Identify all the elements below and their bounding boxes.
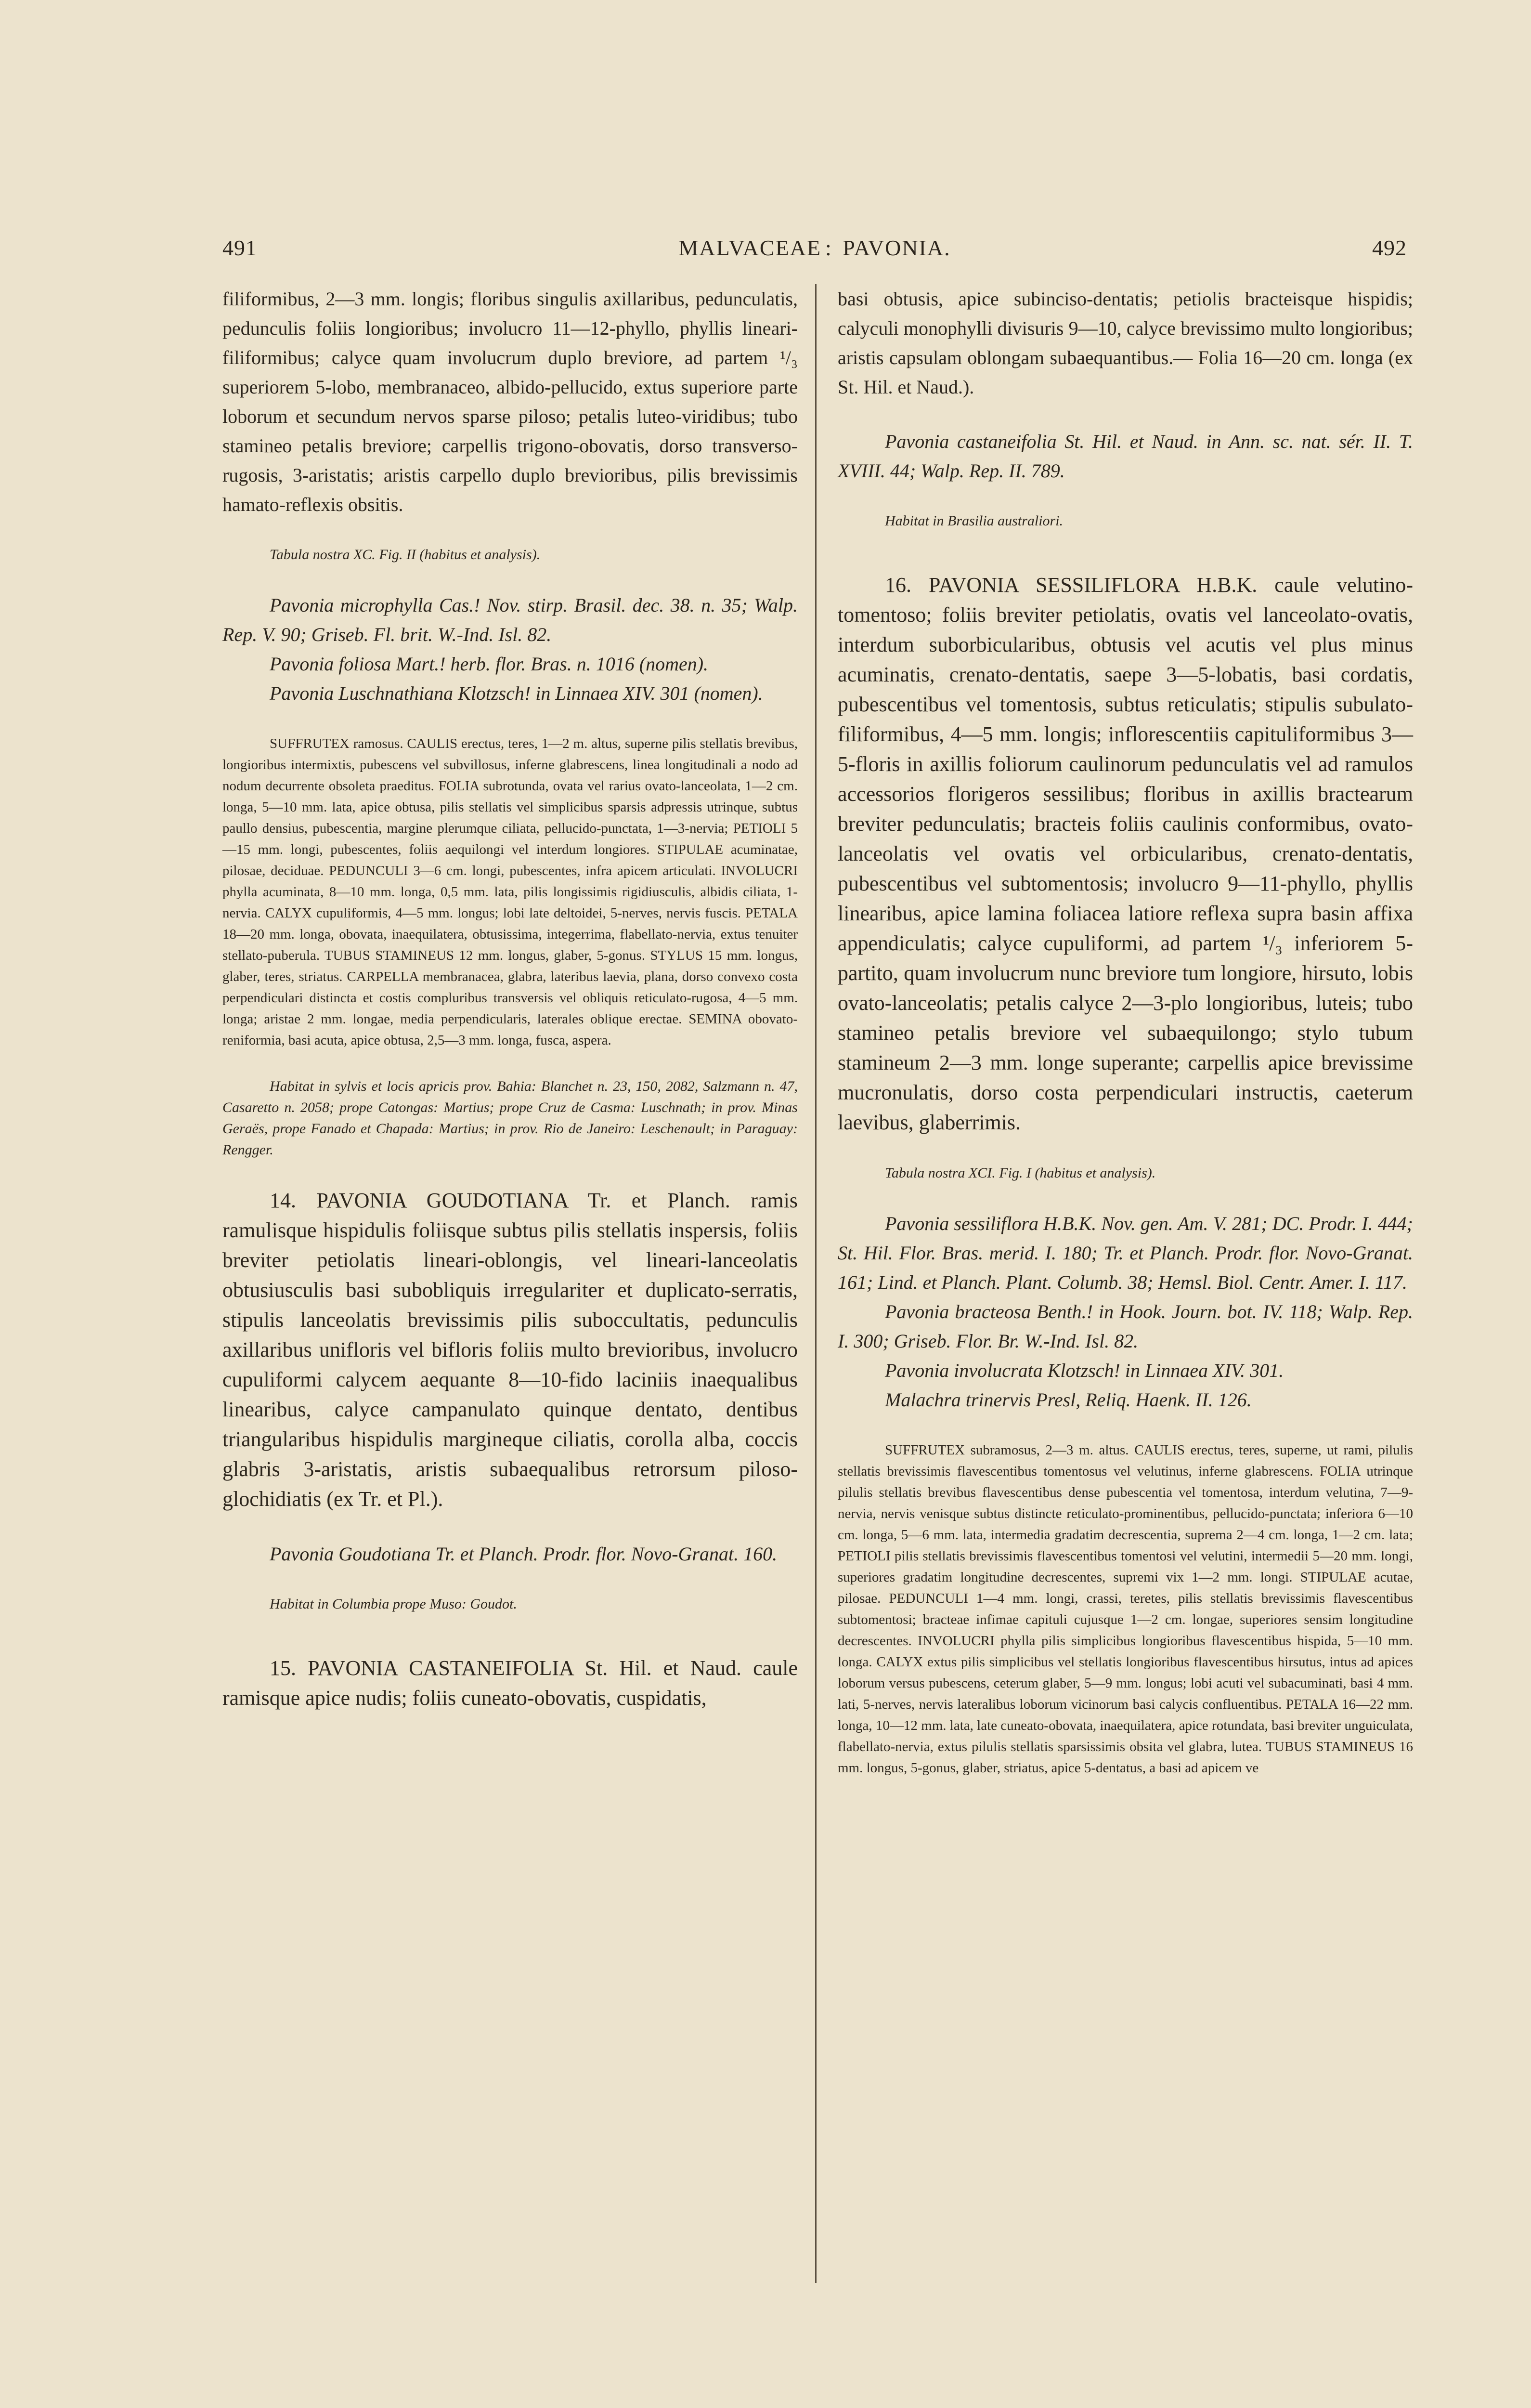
paragraph-r5: Tabula nostra XCI. Fig. I (habitus et analysis).: [885, 1165, 1156, 1181]
paragraph-r4: 16. PAVONIA SESSILIFLORA H.B.K. caule velutino-tomentoso; foliis breviter petiolatis, ovatis vel lanceolato-ovatis, interdum suborbicularibus, obtusis vel acutis vel plus minus acuminatis, crenato-dentatis, saepe 3—5-lobatis, basi cordatis, pubescentibus vel tomentosis, subtus reticulatis; stipulis subulato-filiformibus, 4—5 mm. longis; inflorescentiis capituliformibus 3—5-floris in axillis foliorum caulinorum pedunculatis vel ad ramulos accessorios florigeros sessilibus; floribus in axillis bractearum breviter pedunculatis; bracteis foliis caulinis conformibus, ovato-lanceolatis vel ovatis vel orbicularibus, crenato-dentatis, pubescentibus vel subtomentosis; involucro 9—11-phyllo, phyllis linearibus, apice lamina foliacea latiore reflexa supra basin affixa appendiculatis; calyce cupuliformi, ad partem ¹/₃ inferiorem 5-partito, quam involucrum nunc breviore tum longiore, hirsuto, lobis ovato-lanceolatis; petalis calyce 2—3-plo longioribus, luteis; tubo stamineo petalis breviore vel subaequilongo; stylo tubum stamineum 2—3 mm. longe superante; carpellis apice brevissime mucronulatis, dorso costa perpendiculari instructis, caeterum laevibus, glaberrimis.: [838, 573, 1413, 1134]
paragraph-r10: SUFFRUTEX subramosus, 2—3 m. altus. CAULIS erectus, teres, superne, ut rami, pilulis stellatis brevissimis flavescentibus tomentosus vel velutinus, inferne glabrescens. FOLIA utrinque pilulis stellatis brevibus flavescentibus dense pubescentia vel tomentosa, interdum velutina, 7—9-nervia, nervis venisque subtus distincte reticulato-prominentibus, pellucido-punctata; inferiora 6—10 cm. longa, 5—6 mm. lata, intermedia gradatim decrescentia, suprema 2—4 cm. longa, 1—2 cm. lata; PETIOLI pilis stellatis brevissimis flavescentibus tomentosi vel velutini, intermedii 5—20 mm. longi, superiores gradatim longitudine decrescentes, supremi vix 1—2 mm. longi. STIPULAE acutae, pilosae. PEDUNCULI 1—4 mm. longi, crassi, teretes, pilis stellatis brevissimis flavescentibus subtomentosi; bracteae infimae capituli cujusque 1—2 cm. longae, superiores sensim longitudine decrescentes. INVOLUCRI phylla pilis simplicibus longioribus flavescentibus hispida, 5—10 mm. longa. CALYX extus pilis simplicibus vel stellatis longioribus flavescentibus hirsutus, intus ad apices loborum versus pubescens, ceterum glaber, 5—9 mm. longus; lobi acuti vel subacuminati, basi 4 mm. lati, 5-nerves, nervis lateralibus loborum vicinorum basi calycis confluentibus. PETALA 16—22 mm. longa, 10—12 mm. lata, late cuneato-obovata, inaequilatera, apice rotundata, basi breviter unguiculata, flabellato-nervia, extus pilulis stellatis sparsissimis obsita vel glabra, lutea. TUBUS STAMINEUS 16 mm. longus, 5-gonus, glaber, striatus, apice 5-dentatus, a basi ad apicem ve: [838, 1442, 1413, 1776]
paragraph-l11: 15. PAVONIA CASTANEIFOLIA St. Hil. et Naud. caule ramisque apice nudis; foliis cuneato-obovatis, cuspidatis,: [222, 1656, 798, 1710]
paragraph-l8: 14. PAVONIA GOUDOTIANA Tr. et Planch. ramis ramulisque hispidulis foliisque subtus pilis stellatis inspersis, foliis breviter petiolatis lineari-oblongis, vel lineari-lanceolatis obtusiusculis basi subobliquis irregulariter et duplicato-serratis, stipulis lanceolatis brevissimis pilis suboccultatis, pedunculis axillaribus unifloris vel bifloris foliis multo brevioribus, involucro cupuliformi calycem aequante 8—10-fido laciniis inaequalibus linearibus, calyce campanulato quinque dentato, dentibus triangularibus hispidulis margineque ciliatis, corolla alba, coccis glabris 3-aristatis, aristis subaequalibus retrorsum piloso-glochidiatis (ex Tr. et Pl.).: [222, 1189, 798, 1511]
running-title: [222, 235, 1407, 261]
left-column: [222, 284, 798, 1713]
right-column: [838, 284, 1413, 1779]
paragraph-r1: basi obtusis, apice subinciso-dentatis; petiolis bracteisque hispidis; calyculi monophylli divisuris 9—10, calyce brevissimo multo longioribus; aristis capsulam oblongam subaequantibus.— Folia 16—20 cm. longa (ex St. Hil. et Naud.).: [838, 288, 1413, 398]
paragraph-l9: Pavonia Goudotiana Tr. et Planch. Prodr. flor. Novo-Granat. 160.: [270, 1543, 778, 1565]
paragraph-r6: Pavonia sessiliflora H.B.K. Nov. gen. Am. V. 281; DC. Prodr. I. 444; St. Hil. Flor. Bras. merid. I. 180; Tr. et Planch. Prodr. flor. Novo-Granat. 161; Lind. et Planch. Plant. Columb. 38; Hemsl. Biol. Centr. Amer. I. 117.: [838, 1213, 1413, 1293]
paragraph-r9: Malachra trinervis Presl, Reliq. Haenk. II. 126.: [885, 1389, 1252, 1411]
paragraph-l2: Tabula nostra XC. Fig. II (habitus et analysis).: [270, 547, 541, 563]
paragraph-l4: Pavonia foliosa Mart.! herb. flor. Bras. n. 1016 (nomen).: [270, 653, 709, 675]
paragraph-l1: filiformibus, 2—3 mm. longis; floribus singulis axillaribus, pedunculatis, pedunculis foliis longioribus; involucro 11—12-phyllo, phyllis lineari-filiformibus; calyce quam involucrum duplo breviore, ad partem ¹/₃ superiorem 5-lobo, membranaceo, albido-pellucido, extus superiore parte loborum et secundum nervos sparse piloso; petalis luteo-viridibus; tubo stamineo petalis breviore; carpellis trigono-obovatis, dorso transverso-rugosis, 3-aristatis; aristis carpello duplo brevioribus, pilis brevissimis hamato-reflexis obsitis.: [222, 288, 798, 515]
paragraph-l7: Habitat in sylvis et locis apricis prov. Bahia: Blanchet n. 23, 150, 2082, Salzmann n. 47, Casaretto n. 2058; prope Catongas: Martius; prope Cruz de Casma: Luschnath; in prov. Minas Geraës, prope Fanado et Chapada: Martius; in prov. Rio de Janeiro: Leschenault; in Paraguay: Rengger.: [222, 1078, 798, 1158]
family-name: MALVACEAE: [678, 236, 821, 260]
paragraph-l10: Habitat in Columbia prope Muso: Goudot.: [270, 1596, 517, 1612]
paragraph-l5: Pavonia Luschnathiana Klotzsch! in Linnaea XIV. 301 (nomen).: [270, 682, 763, 704]
paragraph-r7: Pavonia bracteosa Benth.! in Hook. Journ. bot. IV. 118; Walp. Rep. I. 300; Griseb. Flor. Br. W.-Ind. Isl. 82.: [838, 1301, 1413, 1352]
page-number-left: 491: [222, 236, 257, 260]
title-separator: :: [825, 236, 832, 260]
paragraph-l3: Pavonia microphylla Cas.! Nov. stirp. Brasil. dec. 38. n. 35; Walp. Rep. V. 90; Griseb. Fl. brit. W.-Ind. Isl. 82.: [222, 594, 798, 645]
column-divider: [815, 284, 817, 2283]
paragraph-r8: Pavonia involucrata Klotzsch! in Linnaea XIV. 301.: [885, 1360, 1284, 1381]
running-header: [222, 235, 1407, 269]
page-number-right: 492: [1372, 236, 1407, 260]
paragraph-r3: Habitat in Brasilia australiori.: [885, 513, 1064, 529]
paragraph-l6: SUFFRUTEX ramosus. CAULIS erectus, teres, 1—2 m. altus, superne pilis stellatis brevibus, longioribus intermixtis, pubescens vel subvillosus, inferne glabrescens, linea longitudinali a nodo ad nodum decurrente obsoleta praeditus. FOLIA subrotunda, ovata vel rarius ovato-lanceolata, 1—2 cm. longa, 5—10 mm. lata, apice obtusa, pilis stellatis vel simplicibus sparsis adpressis utrinque, subtus paullo densius, pubescentia, margine plerumque ciliata, pellucido-punctata, 1—3-nervia; PETIOLI 5—15 mm. longi, pubescentes, foliis aequilongi vel interdum longiores. STIPULAE acuminatae, pilosae, deciduae. PEDUNCULI 3—6 cm. longi, pubescentes, infra apicem articulati. INVOLUCRI phylla acuminata, 8—10 mm. longa, 0,5 mm. lata, pilis longissimis rigidiusculis, albidis ciliata, 1-nervia. CALYX cupuliformis, 4—5 mm. longus; lobi late deltoidei, 5-nerves, nervis fuscis. PETALA 18—20 mm. longa, obovata, inaequilatera, obtusissima, integerrima, flabellato-nervia, extus tenuiter stellato-puberula. TUBUS STAMINEUS 12 mm. longus, glaber, 5-gonus. STYLUS 15 mm. longus, glaber, teres, striatus. CARPELLA membranacea, glabra, lateribus laevia, plana, dorso convexo costa perpendiculari distincta et costis compluribus transversis vel obliquis reticulato-rugosa, 4—5 mm. longa; aristae 2 mm. longae, media perpendicularis, laterales oblique erectae. SEMINA obovato-reniformia, basi acuta, apice obtusa, 2,5—3 mm. longa, fusca, aspera.: [222, 736, 798, 1048]
genus-name: PAVONIA.: [843, 236, 951, 260]
paragraph-r2: Pavonia castaneifolia St. Hil. et Naud. in Ann. sc. nat. sér. II. T. XVIII. 44; Walp. Rep. II. 789.: [838, 431, 1413, 482]
